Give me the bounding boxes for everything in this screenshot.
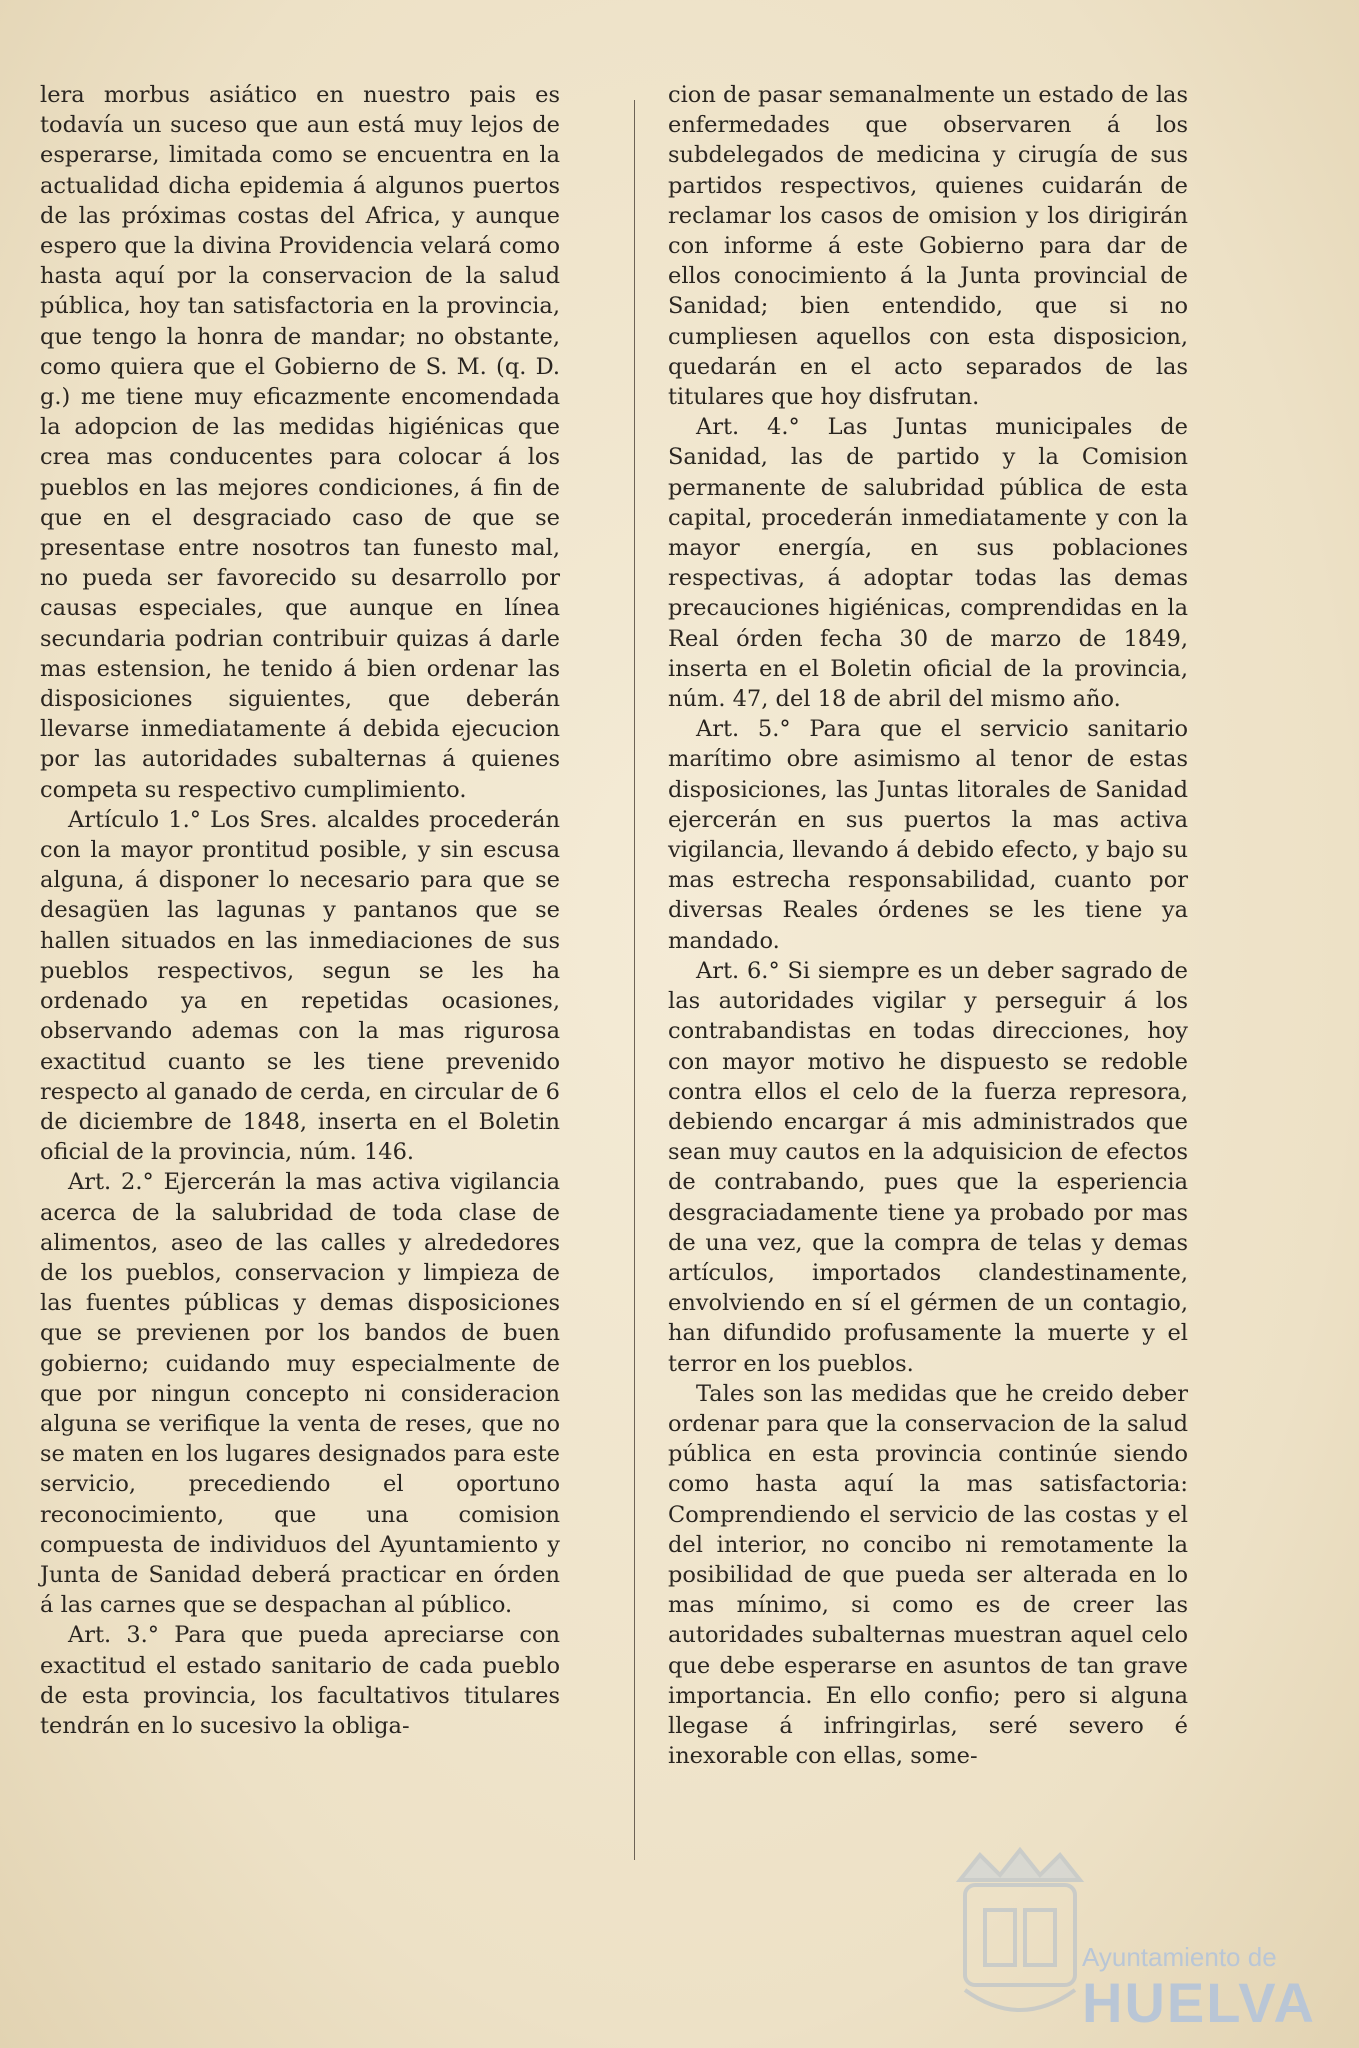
paragraph-article-3-continued: cion de pasar semanalmente un estado de las enfermedades que observaren á los subdelegados de medicina y cirugía de sus partidos respectivos, quienes cuidarán de reclamar los casos de omision y los dirigirán con informe á este Gobierno para dar de ellos conocimiento á la Junta provincial de Sanidad; bien entendido, que si no cumpliesen aquellos con esta disposicion, quedarán en el acto separados de las titulares que hoy disfrutan. (668, 82, 1188, 411)
column-divider (634, 100, 635, 1860)
article-label: Art. 5.° (696, 716, 791, 743)
paragraph-article-4: Art. 4.° Las Juntas municipales de Sanidad, las de partido y la Comision permanente de salubridad pública de esta capital, procederán inmediatamente y con la mayor energía, en sus poblaciones respectivas, á adoptar todas las demas precauciones higiénicas, comprendidas en la Real órden fecha 30 de marzo de 1849, inserta en el Boletin oficial de la provincia, núm. 47, del 18 de abril del mismo año. (668, 414, 1188, 713)
article-label: Art. 2.° (68, 1169, 154, 1196)
watermark-line-1: Ayuntamiento de (1082, 1942, 1277, 1972)
paragraph-article-2: Art. 2.° Ejercerán la mas activa vigilancia acerca de la salubridad de toda clase de alimentos, aseo de las calles y alrededores de los pueblos, conservacion y limpieza de las fuentes públicas y demas disposiciones que se previenen por los bandos de buen gobierno; cuidando muy especialmente de que por ningun concepto ni consideracion alguna se verifique la venta de reses, que no se maten en los lugares designados para este servicio, precediendo el oportuno reconocimiento, que una comision compuesta de individuos del Ayuntamiento y Junta de Sanidad deberá practicar en órden á las carnes que se despachan al público. (40, 1169, 560, 1619)
paragraph-intro: lera morbus asiático en nuestro pais es todavía un suceso que aun está muy lejos de esperarse, limitada como se encuentra en la actualidad dicha epidemia á algunos puertos de las próximas costas del Africa, y aunque espero que la divina Providencia velará como hasta aquí por la conservacion de la salud pública, hoy tan satisfactoria en la provincia, que tengo la honra de mandar; no obstante, como quiera que el Gobierno de S. M. (q. D. g.) me tiene muy eficazmente encomendada la adopcion de las medidas higiénicas que crea mas conducentes para colocar á los pueblos en las mejores condiciones, á fin de que en el desgraciado caso de que se presentase entre nosotros tan funesto mal, no pueda ser favorecido su desarrollo por causas especiales, que aunque en línea secundaria podrian contribuir quizas á darle mas estension, he tenido á bien ordenar las disposiciones siguientes, que deberán llevarse inmediatamente á debida ejecucion por las autoridades subalternas á quienes competa su respectivo cumplimiento. (40, 82, 560, 803)
left-column (40, 80, 560, 1741)
watermark-line-2: HUELVA (1082, 1971, 1316, 2034)
paragraph-closing: Tales son las medidas que he creido deber ordenar para que la conservacion de la salud pública en esta provincia continúe siendo como hasta aquí la mas satisfactoria: Comprendiendo el servicio de las costas y el del interior, no concibo ni remotamente la posibilidad de que pueda ser alterada en lo mas mínimo, si como es de creer las autoridades subalternas muestran aquel celo que debe esperarse en asuntos de tan grave importancia. En ello confio; pero si alguna llegase á infringirlas, seré severo é inexorable con ellas, some- (668, 1380, 1188, 1770)
right-column (668, 80, 1188, 1771)
paragraph-article-3: Art. 3.° Para que pueda apreciarse con exactitud el estado sanitario de cada pueblo de esta provincia, los facultativos titulares tendrán en lo sucesivo la obliga- (40, 1622, 560, 1739)
article-label: Art. 3.° (68, 1622, 160, 1649)
paragraph-article-1: Artículo 1.° Los Sres. alcaldes procederán con la mayor prontitud posible, y sin escusa alguna, á disponer lo necesario para que se desagüen las lagunas y pantanos que se hallen situados en las inmediaciones de sus pueblos respectivos, segun se les ha ordenado ya en repetidas ocasiones, observando ademas con la mas rigurosa exactitud cuanto se les tiene prevenido respecto al ganado de cerda, en circular de 6 de diciembre de 1848, inserta en el Boletin oficial de la provincia, núm. 146. (40, 806, 561, 1166)
article-label: Art. 4.° (696, 414, 800, 441)
paragraph-article-5: Art. 5.° Para que el servicio sanitario marítimo obre asimismo al tenor de estas disposiciones, las Juntas litorales de Sanidad ejercerán en sus puertos la mas activa vigilancia, llevando á debido efecto, y bajo su mas estrecha responsabilidad, cuanto por diversas Reales órdenes se les tiene ya mandado. (668, 716, 1188, 954)
article-label: Art. 6.° (696, 957, 780, 984)
article-label: Artículo 1.° (68, 806, 201, 833)
paragraph-article-6: Art. 6.° Si siempre es un deber sagrado de las autoridades vigilar y perseguir á los contrabandistas en todas direcciones, hoy con mayor motivo he dispuesto se redoble contra ellos el celo de la fuerza represora, debiendo encargar á mis administrados que sean muy cautos en la adquisicion de efectos de contrabando, pues que la esperiencia desgraciadamente tiene ya probado por mas de una vez, que la compra de telas y demas artículos, importados clandestinamente, envolviendo en sí el gérmen de un contagio, han difundido profusamente la muerte y el terror en los pueblos. (668, 957, 1188, 1377)
